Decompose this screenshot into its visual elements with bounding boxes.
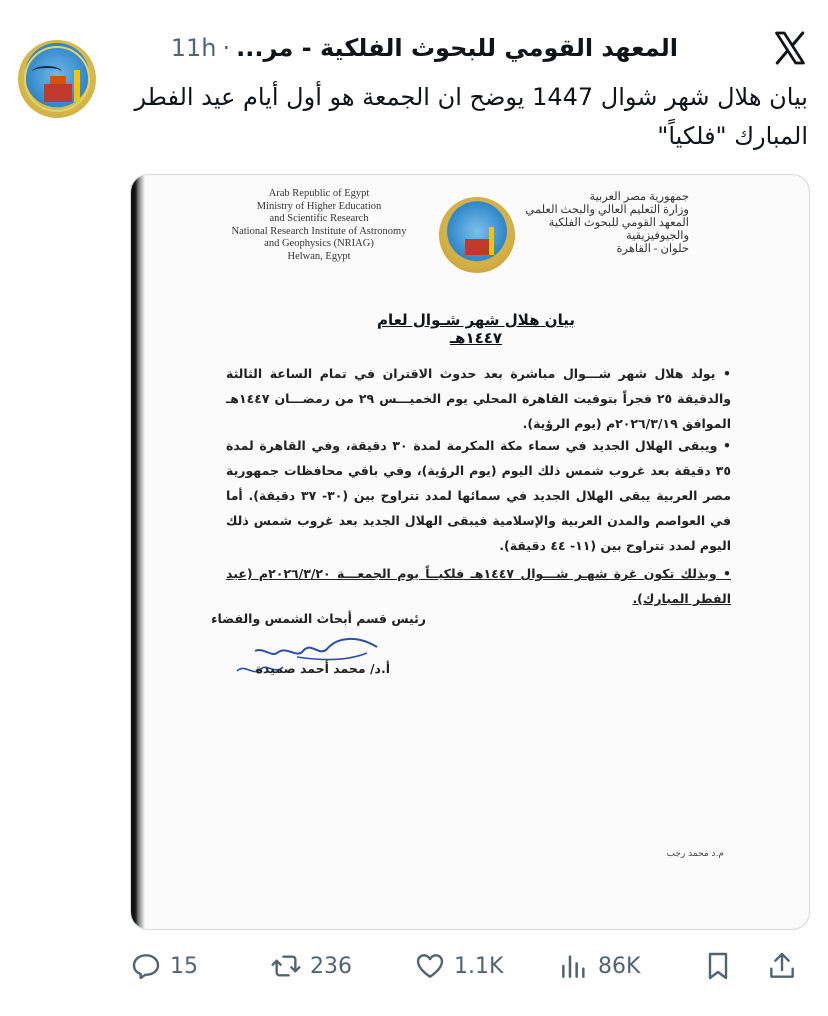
header-ar-line: وزارة التعليم العالي والبحث العلمي	[525, 204, 689, 216]
header-ar-line: حلوان - القاهرة	[616, 243, 689, 255]
header-en-line: Ministry of Higher Education	[256, 200, 382, 212]
reply-button[interactable]	[130, 944, 198, 988]
reply-icon	[130, 950, 162, 982]
repost-count: 236	[310, 953, 352, 979]
seal-building	[465, 239, 489, 255]
reply-count: 15	[170, 953, 198, 979]
scan-edge	[131, 175, 145, 929]
share-icon	[766, 950, 798, 982]
x-logo-icon[interactable]	[772, 30, 808, 66]
header-en-line: Arab Republic of Egypt	[268, 188, 370, 199]
tweet-text: بيان هلال شهر شوال 1447 يوضح ان الجمعة هو أول أيام عيد الفطر المبارك "فلكياً"	[134, 83, 808, 150]
document-header-ar	[489, 191, 689, 256]
like-button[interactable]	[414, 944, 503, 988]
tweet-time[interactable]: 11h	[170, 34, 217, 62]
views-button[interactable]	[558, 944, 640, 988]
heart-icon	[414, 950, 446, 982]
bookmark-button[interactable]	[702, 944, 734, 988]
header-en-line: and Scientific Research	[269, 213, 369, 224]
author-name[interactable]: المعهد القومي للبحوث الفلكية - مر...	[236, 34, 678, 62]
header-ar-line: جمهورية مصر العربية	[589, 191, 689, 203]
avatar[interactable]	[18, 40, 96, 118]
repost-button[interactable]	[270, 944, 352, 988]
document-footer-note: م.د محمد رجب	[666, 849, 724, 859]
share-button[interactable]	[766, 944, 798, 988]
avatar-tower	[74, 70, 80, 102]
avatar-building	[44, 84, 72, 102]
header-en-line: and Geophysics (NRIAG)	[264, 238, 374, 249]
views-count: 86K	[598, 953, 641, 979]
document-paragraph-2: • ويبقى الهلال الجديد في سماء مكة المكرمة لمدة ٣٠ دقيقة، وفي القاهرة لمدة ٣٥ دقيقة بعد غروب شمس ذلك اليوم (يوم الرؤية)، وفي باقي محافظات جمهورية مصر العربية يبقى الهلال الجديد في سمائها لمدد تتراوح بين (٣٠- ٣٧ دقيقة). أما في العواصم والمدن العربية والإسلامية فيبقى الهلال الجديد بعد غروب شمس ذلك اليوم لمدد تتراوح بين (١١- ٤٤ دقيقة).	[226, 438, 731, 553]
document-paragraph-3: • وبذلك تكون غرة شهـر شـــوال ١٤٤٧هـ فلكيــاً يوم الجمعـــة ٢٠٢٦/٣/٢٠م (عيد الفطر المبارك).	[226, 566, 731, 606]
document-paragraph-1: • يولد هلال شهر شـــوال مباشرة بعد حدوث الاقتران في تمام الساعة الثالثة والدقيقة ٢٥ فجراً بتوقيت القاهرة المحلي يوم الخميـــس ٢٩ من رمضـــان ١٤٤٧هـ الموافق ٢٠٢٦/٣/١٩م (يوم الرؤية).	[226, 366, 731, 431]
header-en-line: Helwan, Egypt	[287, 250, 351, 262]
like-count: 1.1K	[454, 953, 504, 979]
tweet-header	[171, 28, 678, 68]
bookmark-icon	[702, 950, 734, 982]
signatory-title: رئيس قسم أبحاث الشمس والفضاء	[211, 611, 426, 626]
header-ar-line: المعهد القومي للبحوث الفلكية والجيوفيزيقية	[548, 217, 689, 242]
document-header-en	[219, 188, 419, 263]
tweet-media[interactable]	[130, 174, 810, 930]
header-en-line: National Research Institute of Astronomy	[231, 225, 407, 237]
header-separator: ·	[222, 34, 231, 62]
signatory-name: أ.د/ محمد أحمد صميدة	[255, 661, 390, 676]
tweet-actions	[130, 944, 810, 988]
views-icon	[558, 950, 590, 982]
repost-icon	[270, 950, 302, 982]
document-title: بيان هلال شهر شـوال لعام ١٤٤٧هـ	[376, 311, 576, 347]
